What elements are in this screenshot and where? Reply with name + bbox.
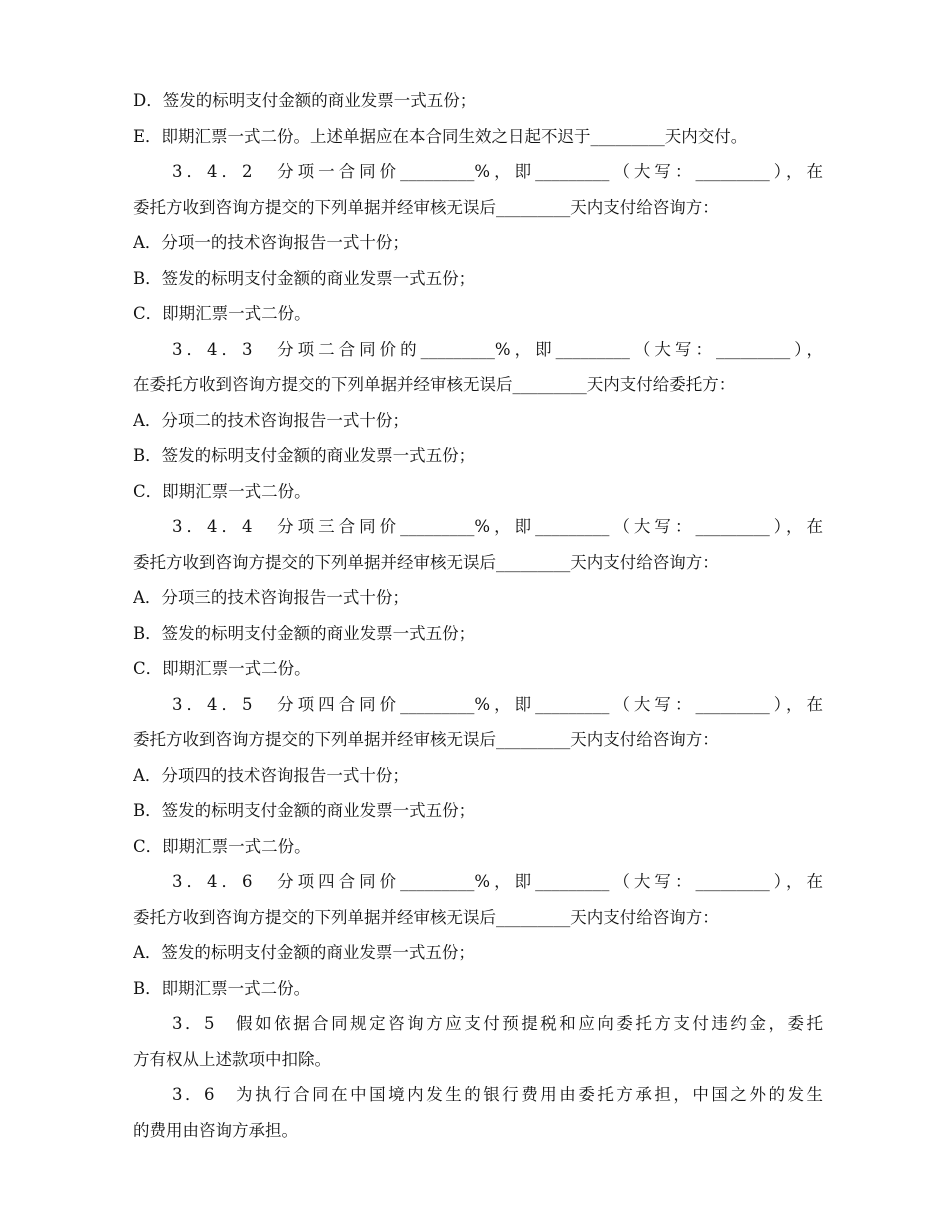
- clause-heading-3-4-5: 3．4．5 分项四合同价_________%，即_________（大写：_________），在: [172, 695, 823, 714]
- list-item: B．签发的标明支付金额的商业发票一式五份；: [133, 624, 476, 643]
- list-item: A．签发的标明支付金额的商业发票一式五份；: [133, 943, 475, 962]
- clause-heading-3-4-3: 3．4．3 分项二合同价的_________%，即_________（大写：_________），: [172, 340, 823, 359]
- list-item: A．分项三的技术咨询报告一式十份；: [133, 588, 409, 607]
- text-line: 委托方收到咨询方提交的下列单据并经审核无误后_________天内支付给咨询方：: [133, 730, 719, 749]
- text-line: 委托方收到咨询方提交的下列单据并经审核无误后_________天内支付给咨询方：: [133, 198, 719, 217]
- text-line: 的费用由咨询方承担。: [133, 1121, 298, 1140]
- text-line: 委托方收到咨询方提交的下列单据并经审核无误后_________天内支付给咨询方：: [133, 553, 719, 572]
- list-item: A．分项二的技术咨询报告一式十份；: [133, 411, 409, 430]
- text-line: E．即期汇票一式二份。上述单据应在本合同生效之日起不迟于_________天内交付。: [133, 127, 748, 146]
- list-item: A．分项四的技术咨询报告一式十份；: [133, 766, 409, 785]
- clause-heading-3-4-4: 3．4．4 分项三合同价_________%，即_________（大写：_________），在: [172, 517, 823, 536]
- list-item: C．即期汇票一式二份。: [133, 659, 311, 678]
- list-item: B．签发的标明支付金额的商业发票一式五份；: [133, 446, 476, 465]
- list-item: B．即期汇票一式二份。: [133, 979, 311, 998]
- clause-heading-3-6: 3．6 为执行合同在中国境内发生的银行费用由委托方承担，中国之外的发生: [172, 1085, 823, 1104]
- list-item: C．即期汇票一式二份。: [133, 304, 311, 323]
- text-line: D．签发的标明支付金额的商业发票一式五份；: [133, 91, 477, 110]
- list-item: C．即期汇票一式二份。: [133, 482, 311, 501]
- text-line: 在委托方收到咨询方提交的下列单据并经审核无误后_________天内支付给委托方：: [133, 375, 736, 394]
- text-line: 方有权从上述款项中扣除。: [133, 1050, 331, 1069]
- clause-heading-3-4-6: 3．4．6 分项四合同价_________%，即_________（大写：_________），在: [172, 872, 823, 891]
- list-item: B．签发的标明支付金额的商业发票一式五份；: [133, 801, 476, 820]
- list-item: B．签发的标明支付金额的商业发票一式五份；: [133, 269, 476, 288]
- list-item: A．分项一的技术咨询报告一式十份；: [133, 233, 409, 252]
- clause-heading-3-5: 3．5 假如依据合同规定咨询方应支付预提税和应向委托方支付违约金，委托: [172, 1014, 823, 1033]
- list-item: C．即期汇票一式二份。: [133, 837, 311, 856]
- clause-heading-3-4-2: 3．4．2 分项一合同价_________%，即_________（大写：_________），在: [172, 162, 823, 181]
- text-line: 委托方收到咨询方提交的下列单据并经审核无误后_________天内支付给咨询方：: [133, 908, 719, 927]
